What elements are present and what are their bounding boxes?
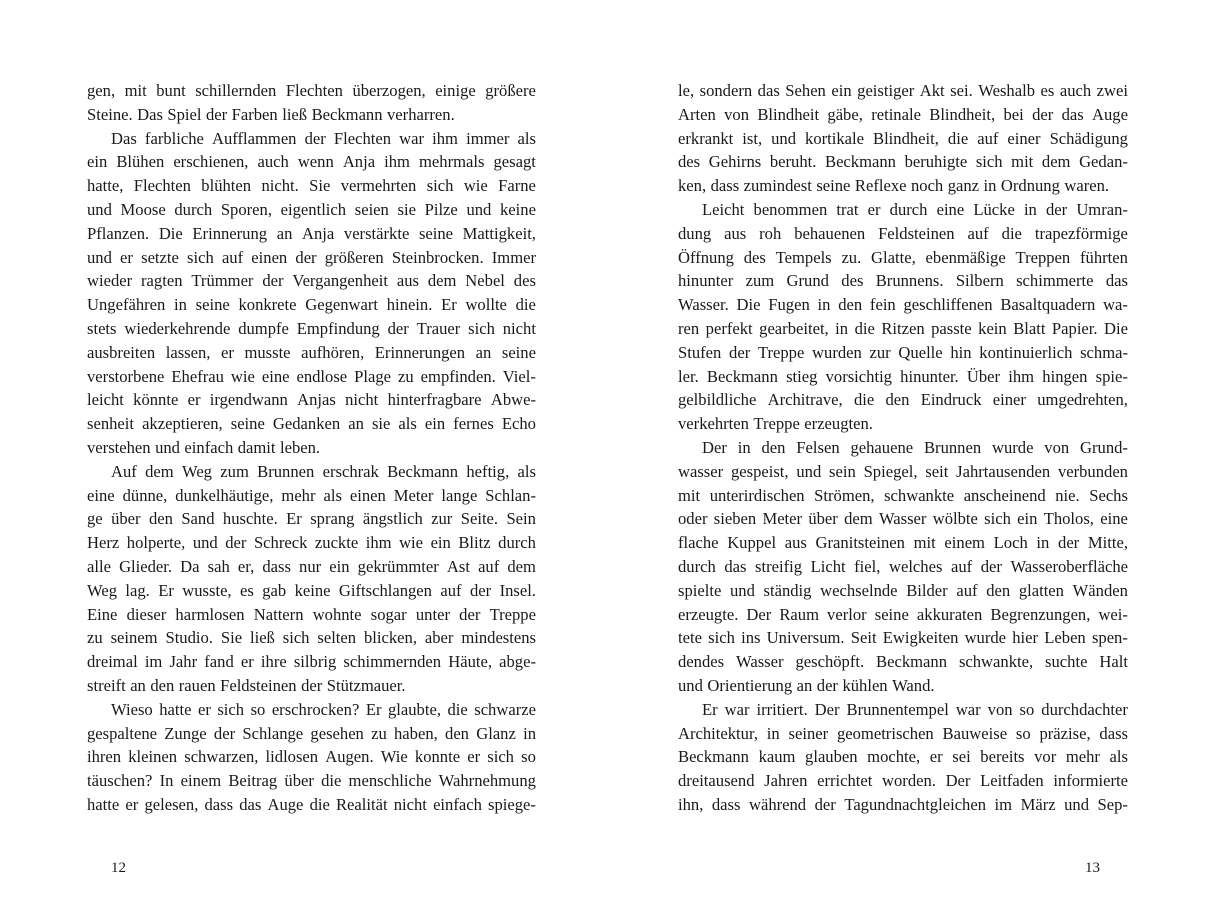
text-line: ren perfekt gearbeitet, in die Ritzen passte kein Blatt Papier. Die [678,318,1128,338]
text-line: Das farbliche Aufflammen der Flechten war ihm immer als [111,128,536,148]
text-line: flache Kuppel aus Granitsteinen mit einem Loch in der Mitte, [678,533,1128,553]
text-line: alle Glieder. Da sah er, dass nur ein gekrümmter Ast auf dem [87,556,536,576]
text-line: senheit akzeptieren, seine Gedanken an sie als ein fernes Echo [87,414,536,434]
right-page-number: 13 [1085,860,1100,876]
right-page-text [678,79,1128,817]
text-line: spielte und ständig wechselnde Bilder auf den glatten Wänden [678,580,1128,600]
text-line: ge über den Sand huschte. Er sprang ängstlich zur Seite. Sein [87,509,536,529]
text-line: verstorbene Ehefrau wie eine endlose Plage zu empfinden. Viel- [87,366,536,386]
text-line: dreimal im Jahr fand er ihre silbrig schimmernden Häute, abge- [87,652,536,672]
text-line: wieder ragten Trümmer der Vergangenheit aus dem Nebel des [87,271,536,291]
text-line: hatte, Flechten blühten nicht. Sie vermehrten sich wie Farne [87,176,536,196]
text-line: verstehen und einfach damit leben. [87,437,321,457]
text-line: gen, mit bunt schillernden Flechten überzogen, einige größere [87,81,536,100]
text-line: Herz holperte, und der Schreck zuckte ihm wie ein Blitz durch [87,533,536,553]
text-line: ken, dass zumindest seine Reflexe noch ganz in Ordnung waren. [678,176,1110,196]
text-line: verkehrten Treppe erzeugten. [678,414,873,434]
text-line: ausbreiten lassen, er musste aufhören, Erinnerungen an seine [87,342,536,362]
text-line: gelbildliche Architrave, die den Eindruck einer umgedrehten, [678,390,1128,410]
text-line: Arten von Blindheit gäbe, retinale Blindheit, bei der das Auge [678,104,1128,124]
text-line: wasser gespeist, und sein Spiegel, seit Jahrtausenden verbunden [678,461,1128,481]
text-line: hinunter zum Grund des Brunnens. Silbern schimmerte das [678,271,1128,291]
text-line: und Orientierung an der kühlen Wand. [678,675,935,695]
text-line: des Gehirns beruht. Beckmann beruhigte sich mit dem Gedan- [678,152,1128,172]
left-page [0,0,603,924]
text-line: Stufen der Treppe wurden zur Quelle hin kontinuierlich schma- [678,342,1128,362]
text-line: Er war irritiert. Der Brunnentempel war von so durchdachter [702,699,1128,719]
text-line: ihn, dass während der Tagundnachtgleichen im März und Sep- [678,794,1128,814]
left-page-text [87,79,536,817]
text-line: oder sieben Meter über dem Wasser wölbte sich ein Tholos, eine [678,509,1128,529]
text-line: ler. Beckmann stieg vorsichtig hinunter. Über ihm hingen spie- [678,366,1128,386]
text-line: erkrankt ist, und kortikale Blindheit, die auf einer Schädigung [678,128,1128,148]
text-line: durch das streifig Licht fiel, welches auf der Wasseroberfläche [678,556,1128,576]
text-line: Der in den Felsen gehauene Brunnen wurde von Grund- [702,437,1128,457]
text-line: und Moose durch Sporen, eigentlich seien sie Pilze und keine [87,199,536,219]
text-line: ihren kleinen schwarzen, lidlosen Augen. Wie konnte er sich so [87,747,536,767]
text-line: Auf dem Weg zum Brunnen erschrak Beckmann heftig, als [111,461,536,481]
text-line: Wasser. Die Fugen in den fein geschliffenen Basaltquadern wa- [678,295,1128,315]
text-line: Eine dieser harmlosen Nattern wohnte sogar unter der Treppe [87,604,536,624]
text-line: eine dünne, dunkelhäutige, mehr als einen Meter lange Schlan- [87,485,536,505]
text-line: hatte er gelesen, dass das Auge die Realität nicht einfach spiege- [87,794,536,814]
text-line: tete sich ins Universum. Seit Ewigkeiten wurde hier Leben spen- [678,628,1128,648]
text-line: Beckmann kaum glauben mochte, er sei bereits vor mehr als [678,747,1128,767]
text-line: Weg lag. Er wusste, es gab keine Giftschlangen auf der Insel. [87,580,536,600]
text-line: mit unterirdischen Strömen, schwankte anscheinend nie. Sechs [678,485,1128,505]
left-page-number: 12 [111,860,126,876]
text-line: und er setzte sich auf einen der größeren Steinbrocken. Immer [87,247,536,267]
text-line: dung aus roh behauenen Feldsteinen auf die trapezförmige [678,223,1128,243]
text-line: streift an den rauen Feldsteinen der Stützmauer. [87,675,406,695]
text-line: erzeugte. Der Raum verlor seine akkuraten Begrenzungen, wei- [678,604,1128,624]
text-line: Leicht benommen trat er durch eine Lücke in der Umran- [702,199,1128,219]
text-line: dendes Wasser geschöpft. Beckmann schwankte, suchte Halt [678,652,1128,672]
text-line: dreitausend Jahren errichtet worden. Der Leitfaden informierte [678,771,1128,791]
text-line: ein Blühen erschienen, auch wenn Anja ihm mehrmals gesagt [87,152,536,172]
right-page [603,0,1207,924]
text-line: Architektur, in seiner geometrischen Bauweise so präzise, dass [678,723,1128,743]
text-line: zu seinem Studio. Sie ließ sich selten blicken, aber mindestens [87,628,536,648]
text-line: täuschen? In einem Beitrag über die menschliche Wahrnehmung [87,771,536,791]
text-line: Ungefähren in seine konkrete Gegenwart hinein. Er wollte die [87,295,536,315]
text-line: gespaltene Zunge der Schlange gesehen zu haben, den Glanz in [87,723,536,743]
text-line: leicht könnte er irgendwann Anjas nicht hinterfragbare Abwe- [87,390,536,410]
text-line: Steine. Das Spiel der Farben ließ Beckmann verharren. [87,104,455,124]
text-line: Öffnung des Tempels zu. Glatte, ebenmäßige Treppen führten [678,247,1128,267]
text-line: stets wiederkehrende dumpfe Empfindung der Trauer sich nicht [87,318,536,338]
text-line: Wieso hatte er sich so erschrocken? Er glaubte, die schwarze [111,699,536,719]
text-line: le, sondern das Sehen ein geistiger Akt sei. Weshalb es auch zwei [678,81,1128,100]
text-line: Pflanzen. Die Erinnerung an Anja verstärkte seine Mattigkeit, [87,223,536,243]
